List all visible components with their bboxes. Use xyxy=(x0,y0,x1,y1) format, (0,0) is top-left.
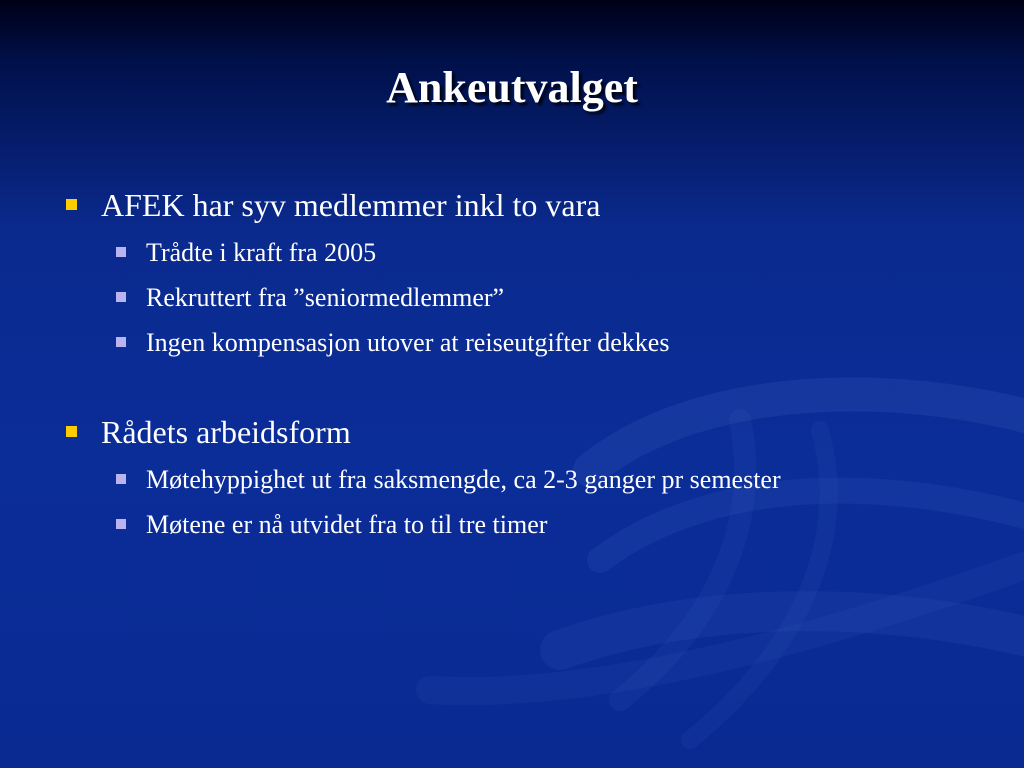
sub-bullet-text: Trådte i kraft fra 2005 xyxy=(146,238,377,267)
square-bullet-icon xyxy=(66,426,77,437)
bullet-text: Rådets arbeidsform xyxy=(101,414,351,450)
bullet-list xyxy=(60,183,1000,547)
slide-title: Ankeutvalget xyxy=(386,63,638,112)
square-bullet-icon xyxy=(66,199,77,210)
square-bullet-icon xyxy=(116,337,126,347)
square-bullet-icon xyxy=(116,519,126,529)
square-bullet-icon xyxy=(116,247,126,257)
bullet-item xyxy=(60,410,1000,454)
sub-bullet-text: Rekruttert fra ”seniormedlemmer” xyxy=(146,283,505,312)
sub-bullet-item xyxy=(60,502,1000,547)
sub-bullet-list xyxy=(60,457,1000,547)
sub-bullet-item xyxy=(60,275,1000,320)
sub-bullet-list xyxy=(60,230,1000,365)
sub-bullet-text: Møtehyppighet ut fra saksmengde, ca 2-3 ganger pr semester xyxy=(146,465,781,494)
bullet-text: AFEK har syv medlemmer inkl to vara xyxy=(101,187,601,223)
square-bullet-icon xyxy=(116,474,126,484)
bullet-section xyxy=(60,410,1000,547)
bullet-item xyxy=(60,183,1000,227)
sub-bullet-item xyxy=(60,320,1000,365)
sub-bullet-text: Ingen kompensasjon utover at reiseutgifter dekkes xyxy=(146,328,670,357)
sub-bullet-text: Møtene er nå utvidet fra to til tre timer xyxy=(146,510,548,539)
sub-bullet-item xyxy=(60,230,1000,275)
square-bullet-icon xyxy=(116,292,126,302)
sub-bullet-item xyxy=(60,457,1000,502)
bullet-section xyxy=(60,183,1000,365)
